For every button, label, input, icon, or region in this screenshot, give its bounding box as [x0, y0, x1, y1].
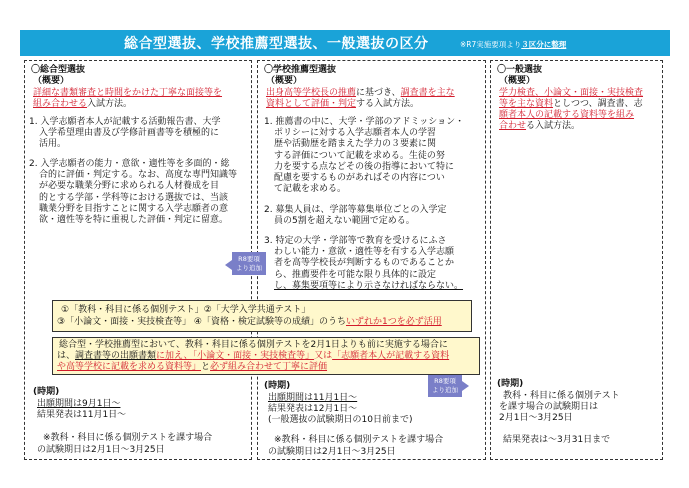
- result-line: 結果発表は～3月31日まで: [503, 435, 611, 445]
- overview-label: （概要）: [266, 76, 303, 86]
- period-line: 2月1日～3月25日: [499, 413, 573, 423]
- note-line: の試験期日は2月1日～3月25日: [268, 447, 396, 457]
- item-line: し、募集要項等により示さなければならない。: [274, 280, 464, 291]
- overview-line: 願者本人の記載する資料等を組み: [499, 110, 635, 120]
- box-emphasis: 「志願者本人が記載する資料: [332, 351, 450, 361]
- box-emphasis: 必ず組み合わせて丁寧に評価: [210, 362, 328, 372]
- r8-addition-badge: [232, 252, 266, 275]
- box-emphasis: 調査書等の出願書類: [75, 351, 157, 361]
- box-text: 又は: [314, 351, 333, 361]
- overview-emphasis: 合わせ: [499, 121, 527, 131]
- box-line: [57, 317, 442, 328]
- overview-line: [499, 99, 643, 110]
- item-line: が必要な職業分野に求められる人材養成を目: [39, 181, 220, 192]
- overview-text: る入試方法。: [526, 121, 581, 131]
- header-note-prefix: ※R7実施要項より: [460, 40, 522, 49]
- period-line: (一般選抜の試験期日の10日前まで): [268, 415, 413, 425]
- box-line: ①「教科・科目に係る個別テスト」②「大学入学共通テスト」: [61, 305, 311, 315]
- box-text: は、: [57, 351, 76, 361]
- early-test-box: [52, 337, 480, 375]
- overview-text: に基づき、: [356, 88, 401, 98]
- item-line: 力を要する点などその後の指導において特に: [274, 161, 455, 172]
- item-line: ポリシーに対する入学志願者本人の学習: [274, 128, 437, 139]
- overview-label: （概要）: [499, 76, 536, 86]
- item-line: 歴や活動歴を踏まえた学力の３要素に関: [274, 139, 437, 150]
- item-line: する評価について記載を求める。生徒の努: [274, 150, 445, 161]
- item-line: 3. 特定の大学・学部等で教育を受けるにふさ: [264, 236, 447, 246]
- box-line: [57, 351, 449, 362]
- overview-emphasis: 調査書を主な: [400, 88, 455, 98]
- badge-line: R8要項: [238, 255, 260, 263]
- item-1: [264, 117, 464, 195]
- item-3: [264, 236, 463, 292]
- page-title: 総合型選抜、学校推薦型選抜、一般選抜の区分: [124, 36, 429, 52]
- header-bar: [20, 30, 670, 56]
- overview-label: （概要）: [33, 76, 70, 86]
- overview-line: [499, 121, 580, 132]
- overview-line: 詳細な書類審査と時間をかけた丁寧な面接等を: [33, 88, 223, 98]
- period-label: (時期): [497, 379, 524, 389]
- box-emphasis: や高等学校に記載を求める資料等」: [57, 362, 202, 372]
- period-line: を課す場合の試験期日は: [499, 402, 599, 412]
- box-emphasis: 「小論文・面接・実技検査等」: [192, 351, 315, 361]
- test-usage-box: [52, 300, 472, 332]
- period-line: 結果発表は12月1日～: [268, 404, 358, 414]
- item-line: ら、推薦要件を可能な限り具体的に設定: [274, 269, 437, 280]
- period-label: (時期): [33, 387, 60, 397]
- item-line: て記載を求める。: [274, 184, 347, 195]
- overview-text: としつつ、調査書、志: [553, 99, 643, 109]
- item-line: 者を高等学校長が判断するものであることか: [274, 258, 455, 269]
- overview-emphasis: 資料として評価・判定: [266, 99, 357, 109]
- item-line: 2. 入学志願者の能力・意欲・適性等を多面的・総: [29, 159, 230, 169]
- item-line: 活用。: [39, 139, 67, 150]
- item-line: 欲・適性等を特に重視した評価・判定に留意。: [39, 215, 229, 226]
- overview-emphasis: 出身高等学校長の推薦: [266, 88, 357, 98]
- item-1: [29, 117, 220, 151]
- overview-text: する入試方法。: [356, 99, 420, 109]
- item-line: 入学希望理由書及び学修計画書等を積極的に: [39, 128, 220, 139]
- overview-emphasis: 等を主な資料: [499, 99, 554, 109]
- box-text: ③「小論文・面接・実技検査等」 ④「資格・検定試験等の成績」のうち: [57, 317, 346, 327]
- r8-addition-badge: [428, 374, 462, 397]
- column-school-recommendation: [257, 60, 486, 460]
- badge-line: より追加: [236, 263, 262, 272]
- item-line: 合的に評価・判定する。なお、高度な専門知識等: [39, 170, 238, 181]
- period-label: (時期): [264, 381, 291, 391]
- period-line: 結果発表は11月1日～: [37, 410, 127, 420]
- item-2: [29, 159, 237, 226]
- item-line: 1. 入学志願者本人が記載する活動報告書、大学: [29, 117, 221, 127]
- overview-text: 入試方法。: [87, 99, 133, 109]
- column-general: [490, 60, 663, 460]
- item-line: 的とする学部・学科等における選抜では、当該: [39, 192, 229, 203]
- overview-line: 学力検査、小論文・面接・実技検査: [499, 88, 644, 98]
- note-line: ※教科・科目に係る個別テストを課す場合: [43, 433, 213, 443]
- header-note: [460, 39, 566, 50]
- box-emphasis: に加え、: [156, 351, 193, 361]
- box-text: と: [201, 362, 211, 372]
- period-line: 出願期間は9月1日～: [37, 399, 121, 409]
- box-line: 総合型・学校推薦型において、教科・科目に係る個別テストを2月1日よりも前に実施する場合に: [59, 340, 448, 350]
- box-line: [57, 362, 327, 373]
- overview-line: [33, 99, 132, 110]
- column-heading: 〇学校推薦型選抜: [264, 65, 337, 75]
- item-line: 2. 募集人員は、学部等募集単位ごとの入学定: [264, 205, 447, 215]
- overview-line: [266, 99, 419, 110]
- item-2: [264, 205, 446, 227]
- badge-line: R8要項: [434, 377, 456, 385]
- header-note-emphasis: ３区分に整理: [521, 40, 567, 49]
- item-line: 1. 推薦書の中に、大学・学部のアドミッション・: [264, 117, 465, 127]
- column-heading: 〇総合型選抜: [31, 65, 86, 75]
- item-line: 員の5割を超えない範囲で定める。: [274, 216, 415, 227]
- column-comprehensive: [24, 60, 252, 460]
- column-heading: 〇一般選抜: [497, 65, 543, 75]
- item-line: 配慮を要するものがあればその内容につい: [274, 173, 445, 184]
- overview-emphasis: 組み合わせる: [33, 99, 88, 109]
- note-line: ※教科・科目に係る個別テストを課す場合: [274, 435, 444, 445]
- note-line: の試験期日は2月1日～3月25日: [37, 445, 165, 455]
- item-line: わしい能力・意欲・適性等を有する入学志願: [274, 247, 455, 258]
- item-line: 職業分野を目指すことに関する入学志願者の意: [39, 203, 229, 214]
- period-line: 出願期間は11月1日～: [268, 393, 358, 403]
- period-line: 教科・科目に係る個別テスト: [503, 391, 620, 401]
- box-emphasis: いずれか1つを必ず活用: [346, 317, 442, 327]
- overview-line: [266, 88, 455, 99]
- badge-line: より追加: [432, 385, 458, 394]
